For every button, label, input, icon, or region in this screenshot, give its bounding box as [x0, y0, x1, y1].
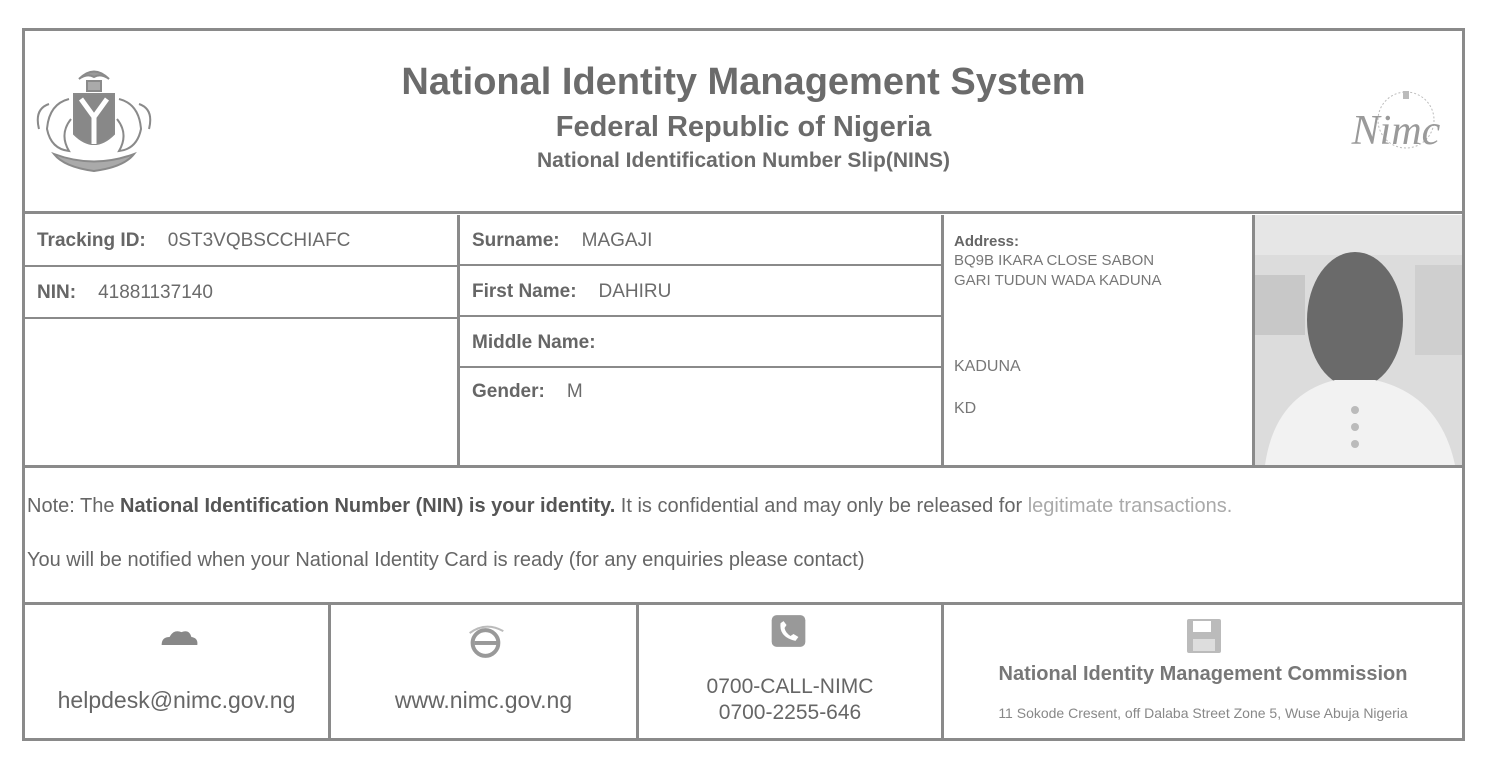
address-city: KADUNA — [954, 358, 1021, 375]
passport-photo — [1255, 215, 1462, 465]
firstname-label: First Name: — [472, 281, 577, 302]
address-line-2: GARI TUDUN WADA KADUNA — [954, 272, 1162, 289]
internet-explorer-icon — [331, 623, 636, 659]
note-bold: National Identification Number (NIN) is your identity. — [120, 495, 616, 517]
firstname-row — [460, 266, 941, 317]
footer-web-cell — [331, 605, 639, 738]
tracking-id-label: Tracking ID: — [37, 230, 146, 251]
firstname-value: DAHIRU — [598, 281, 672, 302]
address-state: KD — [954, 400, 977, 417]
nimc-logo-text: Nimc — [1351, 108, 1441, 154]
footer-commission-cell — [944, 605, 1462, 738]
cloud-icon — [25, 623, 328, 659]
nin-row — [25, 267, 457, 319]
note-line-2: You will be notified when your National Identity Card is ready (for any enquiries please contact) — [27, 549, 865, 571]
country-subtitle: Federal Republic of Nigeria — [555, 111, 932, 143]
surname-row — [460, 215, 941, 266]
footer-phone-cell — [639, 605, 944, 738]
commission-name: National Identity Management Commission — [998, 663, 1408, 685]
phone-icon — [639, 613, 941, 649]
footer-email-cell — [25, 605, 331, 738]
slip-title: National Identification Number Slip(NINS) — [536, 149, 951, 172]
website-text[interactable]: www.nimc.gov.ng — [394, 687, 573, 713]
person-photo-icon — [1255, 215, 1462, 465]
id-column — [25, 215, 460, 465]
address-line-1: BQ9B IKARA CLOSE SABON — [954, 252, 1155, 269]
nin-slip — [22, 28, 1465, 741]
tracking-id-value: 0ST3VQBSCCHIAFC — [167, 230, 351, 251]
gender-row — [472, 381, 583, 403]
note-line-1 — [27, 495, 1232, 518]
phone-line-1[interactable]: 0700-CALL-NIMC — [706, 675, 874, 698]
surname-value: MAGAJI — [581, 230, 653, 251]
note-section — [25, 465, 1462, 605]
note-prefix: Note: The — [27, 495, 121, 517]
nimc-logo — [1331, 85, 1461, 165]
note-rest: It is confidential and may only be released for — [615, 495, 1028, 517]
nin-value: 41881137140 — [98, 282, 213, 303]
note-faint: legitimate transactions. — [1027, 495, 1233, 517]
middlename-row — [460, 317, 941, 368]
gender-label: Gender: — [472, 381, 545, 402]
nin-label: NIN: — [37, 282, 77, 303]
commission-address: 11 Sokode Cresent, off Dalaba Street Zone 5, Wuse Abuja Nigeria — [998, 705, 1408, 721]
middlename-label: Middle Name: — [472, 332, 596, 353]
email-text[interactable]: helpdesk@nimc.gov.ng — [57, 687, 296, 713]
phone-line-2[interactable]: 0700-2255-646 — [718, 701, 862, 724]
surname-label: Surname: — [472, 230, 560, 251]
name-column — [460, 215, 944, 465]
slip-header — [25, 31, 1462, 214]
tracking-id-row — [25, 215, 457, 267]
address-column — [944, 215, 1255, 465]
system-title: National Identity Management System — [401, 61, 1086, 103]
address-label: Address: — [954, 233, 1020, 250]
save-disk-icon — [944, 617, 1462, 653]
gender-value: M — [566, 381, 583, 402]
